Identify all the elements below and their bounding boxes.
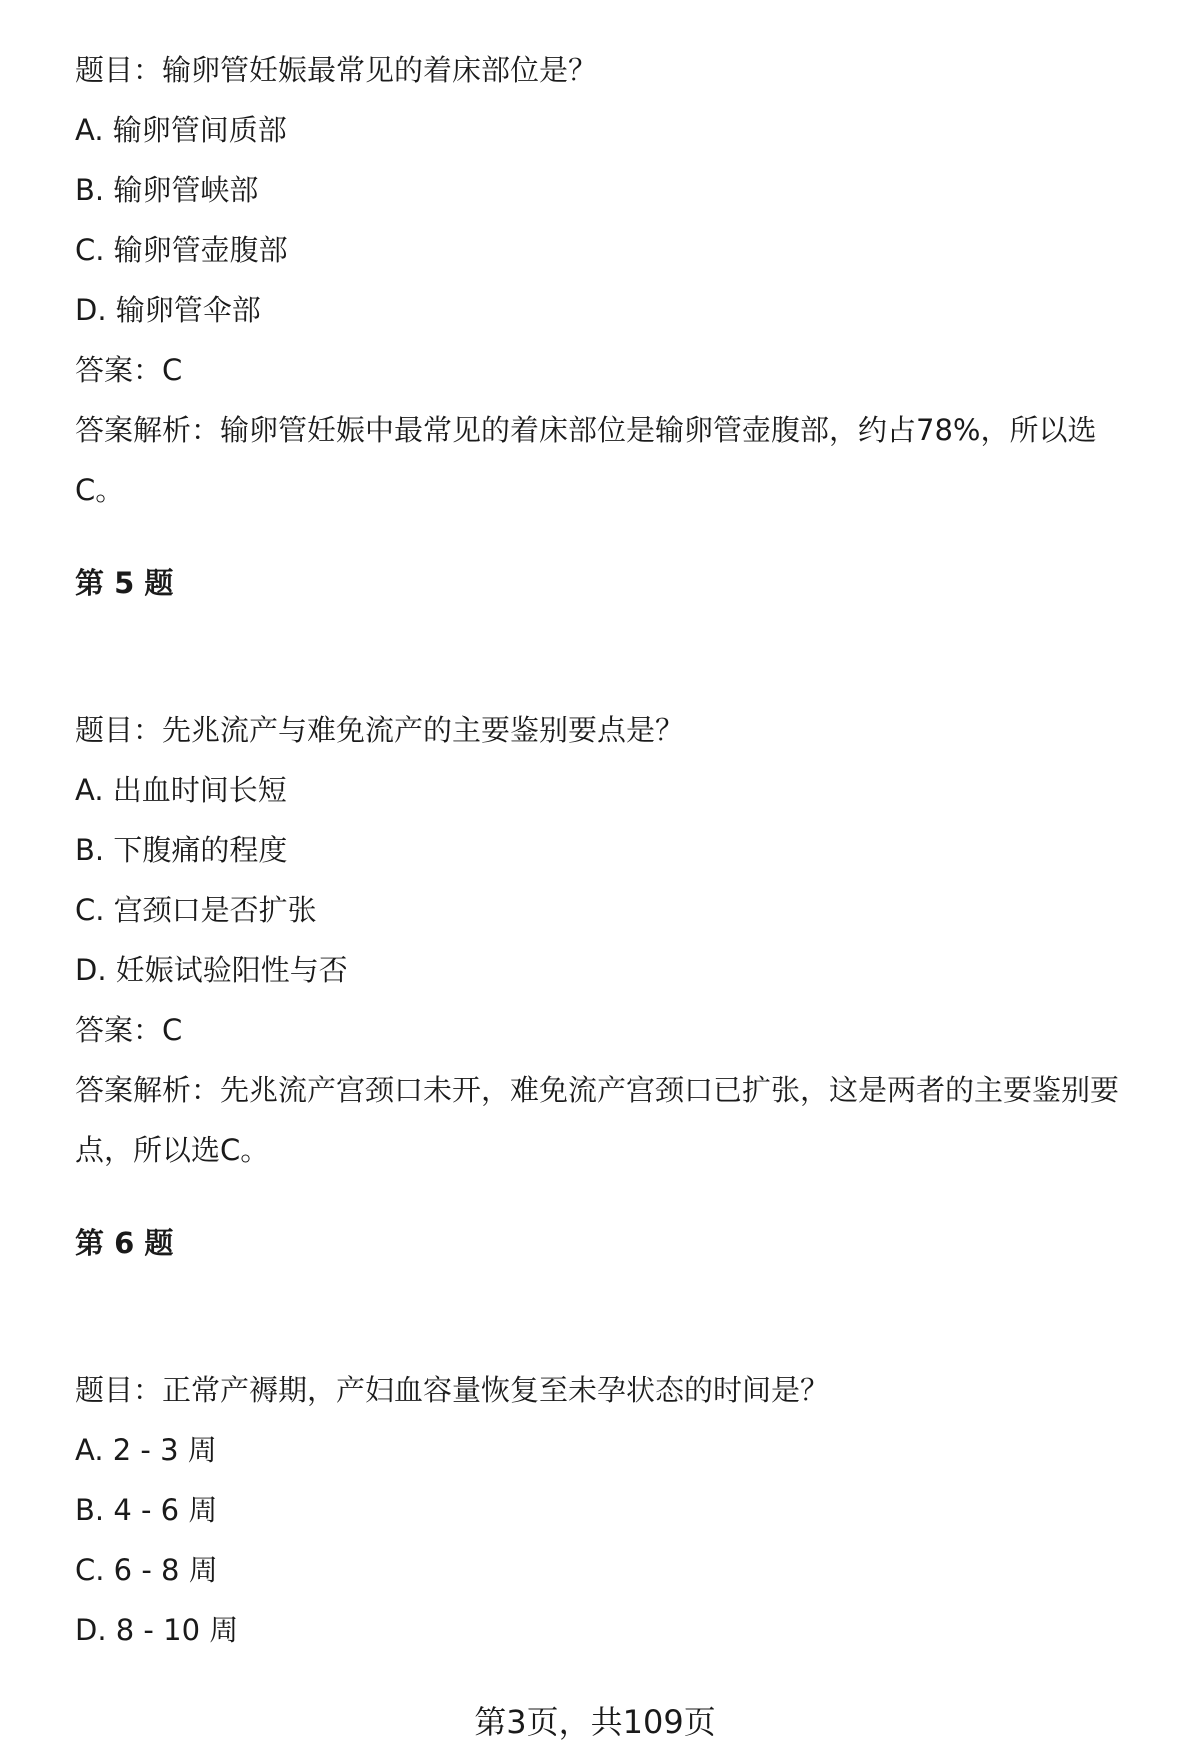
q4-analysis-line2: C。 xyxy=(75,473,125,507)
q4-option-a: A. 输卵管间质部 xyxy=(75,113,287,147)
q4-option-b: B. 输卵管峡部 xyxy=(75,173,259,207)
q5-heading: 第 5 题 xyxy=(75,566,174,600)
q5-analysis-line1: 答案解析：先兆流产宫颈口未开，难免流产宫颈口已扩张，这是两者的主要鉴别要 xyxy=(75,1073,1120,1107)
q6-stem: 题目：正常产褥期，产妇血容量恢复至未孕状态的时间是？ xyxy=(75,1373,830,1407)
q4-analysis-line1: 答案解析：输卵管妊娠中最常见的着床部位是输卵管壶腹部，约占78%，所以选 xyxy=(75,413,1097,447)
q4-answer: 答案：C xyxy=(75,353,183,387)
page-indicator: 第3页，共109页 xyxy=(474,1703,716,1741)
q4-option-c: C. 输卵管壶腹部 xyxy=(75,233,288,267)
q5-option-c: C. 宫颈口是否扩张 xyxy=(75,893,317,927)
q6-heading: 第 6 题 xyxy=(75,1226,174,1260)
q6-option-a: A. 2 - 3 周 xyxy=(75,1433,217,1467)
q5-option-d: D. 妊娠试验阳性与否 xyxy=(75,953,348,987)
q5-option-a: A. 出血时间长短 xyxy=(75,773,287,807)
q6-option-d: D. 8 - 10 周 xyxy=(75,1613,239,1647)
q5-analysis-line2: 点，所以选C。 xyxy=(75,1133,270,1167)
q4-stem: 题目：输卵管妊娠最常见的着床部位是？ xyxy=(75,53,598,87)
q4-option-d: D. 输卵管伞部 xyxy=(75,293,261,327)
q5-answer: 答案：C xyxy=(75,1013,183,1047)
q5-stem: 题目：先兆流产与难免流产的主要鉴别要点是？ xyxy=(75,713,685,747)
q6-option-b: B. 4 - 6 周 xyxy=(75,1493,218,1527)
q5-option-b: B. 下腹痛的程度 xyxy=(75,833,288,867)
q6-option-c: C. 6 - 8 周 xyxy=(75,1553,218,1587)
